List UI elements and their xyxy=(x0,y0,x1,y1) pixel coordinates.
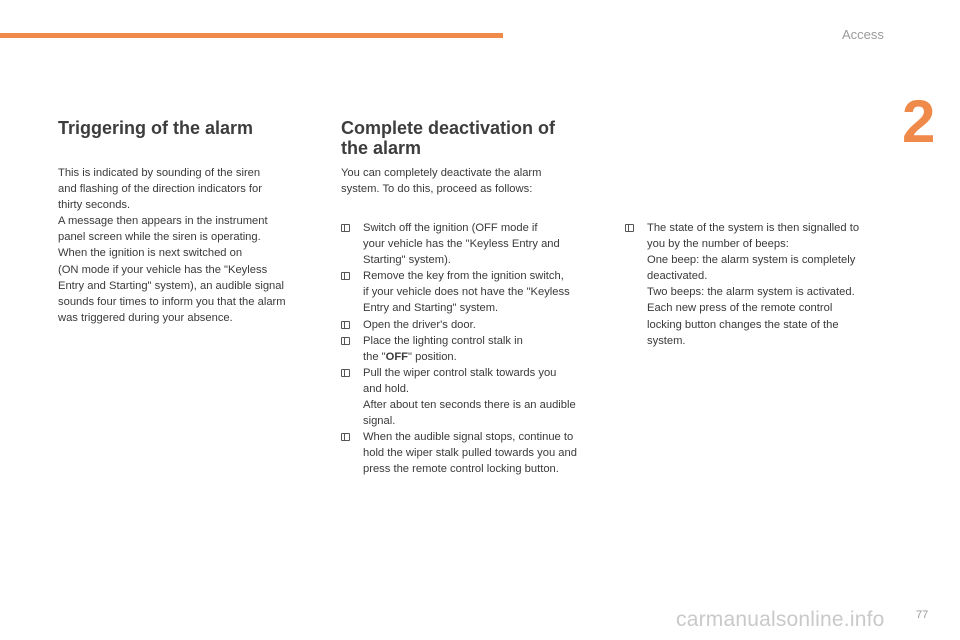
triggering-alarm-heading: Triggering of the alarm xyxy=(58,118,254,138)
list-item: When the audible signal stops, continue to hold the wiper stalk pulled towards you and press the remote control locking button. xyxy=(341,429,606,477)
off-position-label: OFF xyxy=(385,350,409,363)
chapter-number: 2 xyxy=(902,88,936,155)
page-number: 77 xyxy=(916,609,929,621)
bullet-icon xyxy=(341,369,350,377)
list-item: Switch off the ignition (OFF mode if your vehicle has the "Keyless Entry and Starting" system). xyxy=(341,220,606,268)
bullet-icon xyxy=(341,433,350,441)
triggering-alarm-text: This is indicated by sounding of the siren and flashing of the direction indicators for thirty seconds. A message then appears in the instrument panel screen while the siren is operating. When the ignition is next switched on (ON mode if your vehicle has the "Keyless Entry and Starting" system), an audible signal sounds four times to inform you that the alarm was triggered during your absence. xyxy=(58,167,286,324)
deactivation-intro-text: You can completely deactivate the alarm system. To do this, proceed as follows: xyxy=(341,167,542,196)
list-item: Remove the key from the ignition switch, if your vehicle does not have the "Keyless Entry and Starting" system. xyxy=(341,268,606,316)
bullet-icon xyxy=(341,337,350,345)
deactivation-steps-list xyxy=(341,220,606,478)
list-item: Place the lighting control stalk in the "OFF" position. xyxy=(341,333,606,365)
system-state-list xyxy=(625,220,890,349)
bullet-icon xyxy=(341,224,350,232)
bullet-icon xyxy=(341,321,350,329)
watermark: carmanualsonline.info xyxy=(676,608,885,631)
list-item: Pull the wiper control stalk towards you and hold. After about ten seconds there is an audible signal. xyxy=(341,365,606,429)
header-accent-bar xyxy=(0,33,503,38)
list-item: The state of the system is then signalled to you by the number of beeps: One beep: the alarm system is completely deactivated. Two beeps: the alarm system is activated. Each new press of the remote control locking button changes the state of the system. xyxy=(625,220,890,349)
complete-deactivation-heading: Complete deactivation of the alarm xyxy=(341,118,556,158)
section-title: Access xyxy=(842,27,884,42)
bullet-icon xyxy=(341,272,350,280)
list-item: Open the driver's door. xyxy=(341,317,606,333)
bullet-icon xyxy=(625,224,634,232)
